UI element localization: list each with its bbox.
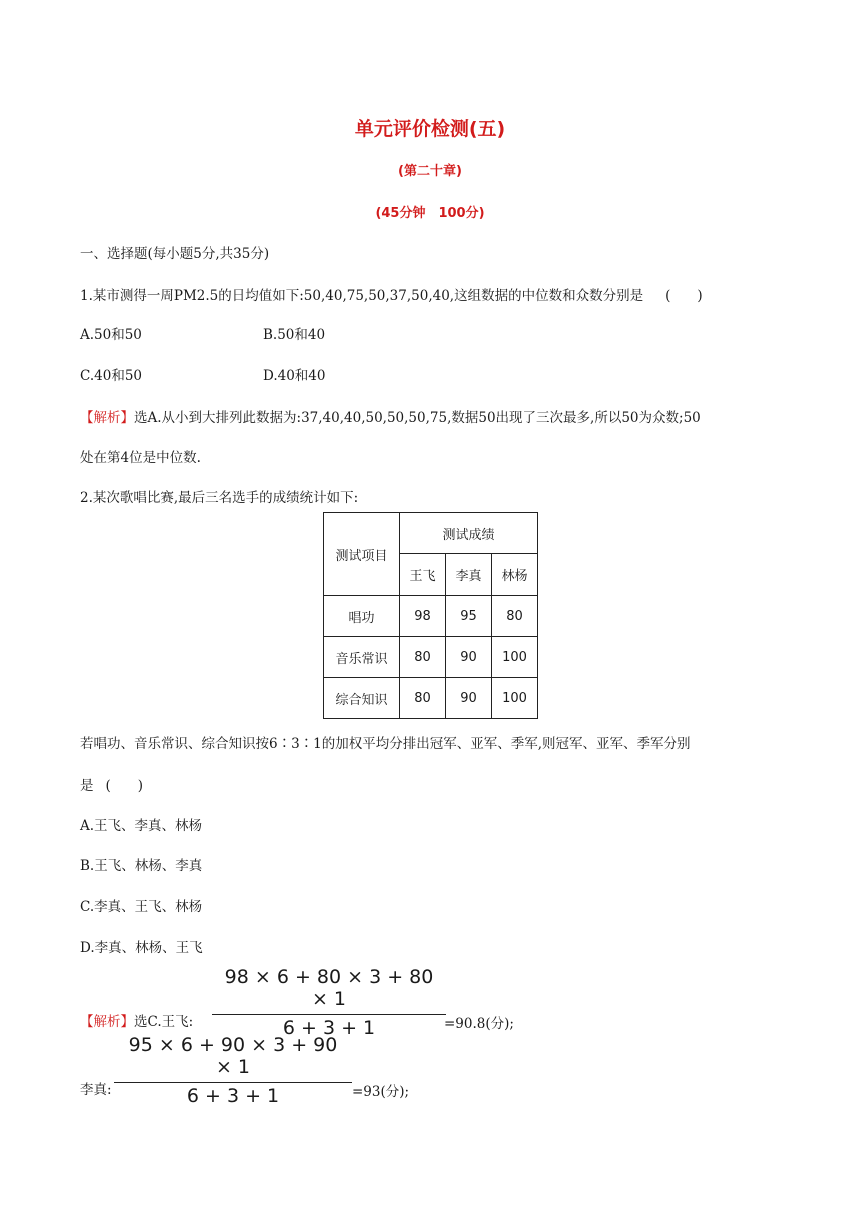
table-cell-item: 音乐常识 bbox=[324, 637, 400, 678]
table-cell: 80 bbox=[492, 596, 538, 637]
li-result: =93(分); bbox=[352, 1084, 410, 1100]
q1-option-b: B.50和40 bbox=[263, 327, 326, 343]
section-heading: 一、选择题(每小题5分,共35分) bbox=[80, 246, 270, 262]
table-header-item: 测试项目 bbox=[324, 513, 400, 596]
q2-condition: 若唱功、音乐常识、综合知识按6∶3∶1的加权平均分排出冠军、亚军、季军,则冠军、亚军、季军分别 bbox=[80, 736, 691, 752]
chapter-subtitle: (第二十章) bbox=[398, 164, 462, 179]
q2-option-a: A.王飞、李真、林杨 bbox=[80, 818, 203, 834]
table-row bbox=[324, 637, 538, 678]
q2-option-d: D.李真、林杨、王飞 bbox=[80, 940, 203, 956]
analysis-prefix: 选C.王飞: bbox=[134, 1014, 194, 1030]
q2-condition-cont bbox=[80, 774, 143, 794]
analysis-tag: 【解析】 bbox=[80, 410, 134, 426]
table-header-player: 李真 bbox=[446, 554, 492, 596]
table-cell-item: 唱功 bbox=[324, 596, 400, 637]
li-label: 李真: bbox=[80, 1082, 112, 1098]
q2-analysis bbox=[80, 1010, 193, 1030]
q2-condition-word: 是 bbox=[80, 778, 94, 794]
wang-result: =90.8(分); bbox=[444, 1016, 514, 1032]
question-1-stem bbox=[80, 284, 703, 304]
table-cell: 98 bbox=[400, 596, 446, 637]
page-title: 单元评价检测(五) bbox=[354, 118, 506, 140]
table-row bbox=[324, 596, 538, 637]
answer-paren: ( ) bbox=[665, 288, 703, 304]
table-cell: 80 bbox=[400, 637, 446, 678]
table-cell: 95 bbox=[446, 596, 492, 637]
answer-paren: ( ) bbox=[105, 778, 144, 794]
table-cell: 80 bbox=[400, 678, 446, 719]
fraction-numerator: 95 × 6 + 90 × 3 + 90 × 1 bbox=[114, 1034, 352, 1083]
q2-option-b: B.王飞、林杨、李真 bbox=[80, 858, 203, 874]
q1-analysis bbox=[80, 406, 701, 426]
fraction-li bbox=[114, 1034, 352, 1107]
table-cell: 90 bbox=[446, 637, 492, 678]
analysis-tag: 【解析】 bbox=[80, 1014, 134, 1030]
table-header-scores: 测试成绩 bbox=[400, 513, 538, 554]
q2-option-c: C.李真、王飞、林杨 bbox=[80, 899, 203, 915]
question-1-text: 1.某市测得一周PM2.5的日均值如下:50,40,75,50,37,50,40,这组数据的中位数和众数分别是 bbox=[80, 288, 644, 304]
q1-option-c: C.40和50 bbox=[80, 368, 142, 384]
analysis-text: 选A.从小到大排列此数据为:37,40,40,50,50,50,75,数据50出现了三次最多,所以50为众数;50 bbox=[134, 410, 701, 426]
table-header-player: 王飞 bbox=[400, 554, 446, 596]
q1-option-a: A.50和50 bbox=[80, 327, 142, 343]
table-cell: 100 bbox=[492, 637, 538, 678]
question-2-stem: 2.某次歌唱比赛,最后三名选手的成绩统计如下: bbox=[80, 490, 359, 506]
table-row bbox=[324, 678, 538, 719]
fraction-numerator: 98 × 6 + 80 × 3 + 80 × 1 bbox=[212, 966, 446, 1015]
fraction-wang bbox=[212, 966, 446, 1039]
table-header-player: 林杨 bbox=[492, 554, 538, 596]
q1-analysis-cont: 处在第4位是中位数. bbox=[80, 450, 201, 466]
duration-subtitle: (45分钟 100分) bbox=[375, 206, 485, 221]
q1-option-d: D.40和40 bbox=[263, 368, 326, 384]
fraction-denominator: 6 + 3 + 1 bbox=[186, 1085, 280, 1107]
table-cell-item: 综合知识 bbox=[324, 678, 400, 719]
score-table bbox=[323, 512, 538, 719]
fraction-denominator: 6 + 3 + 1 bbox=[282, 1017, 376, 1039]
table-cell: 90 bbox=[446, 678, 492, 719]
table-cell: 100 bbox=[492, 678, 538, 719]
